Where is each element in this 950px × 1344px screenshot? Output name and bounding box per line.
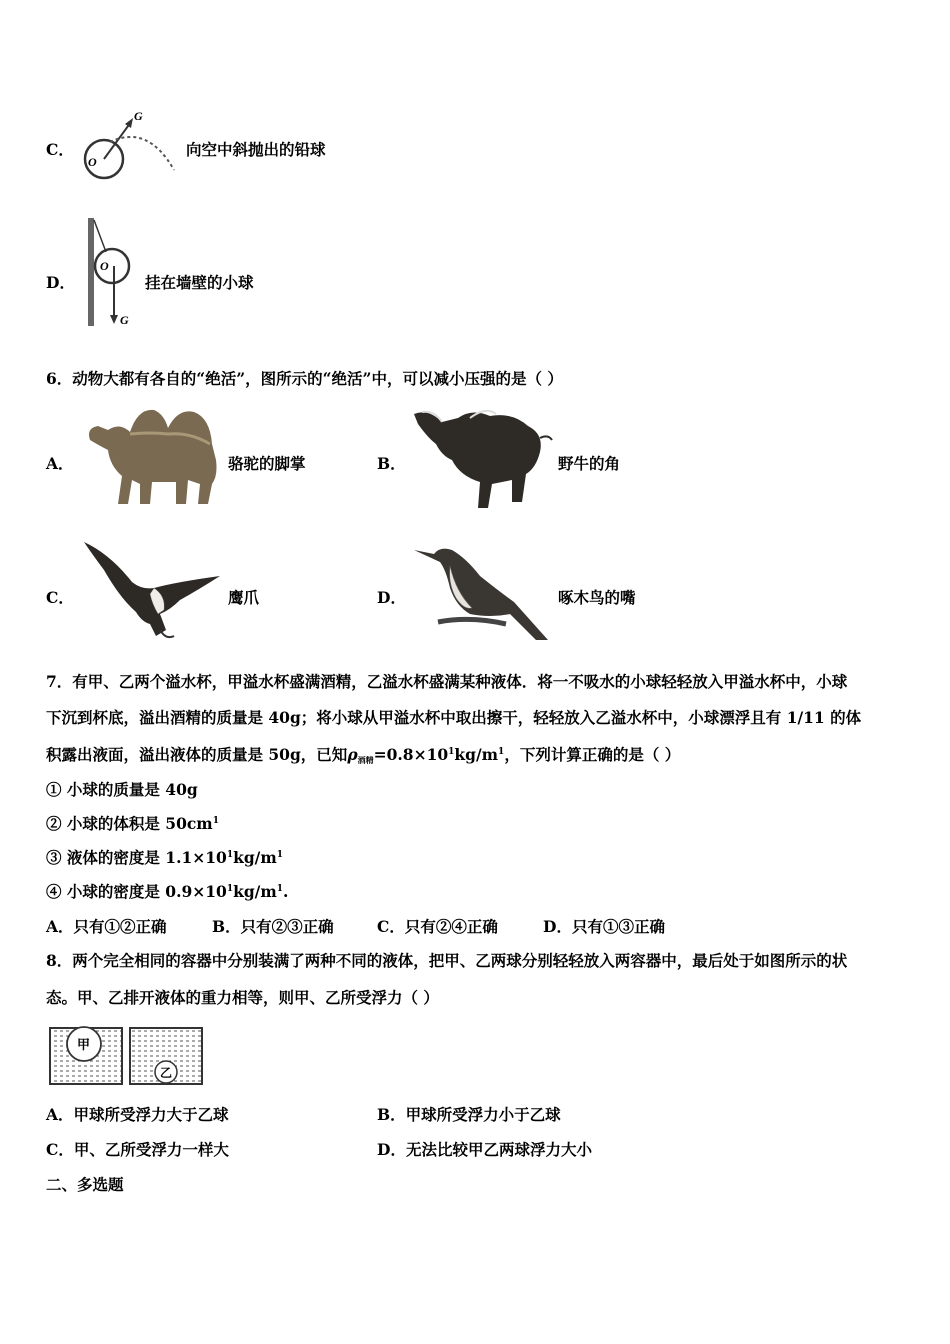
q5-option-d-letter: D． [46, 273, 75, 292]
statement-sup: 1 [226, 884, 234, 894]
q7-line-3 [46, 745, 680, 765]
q7-choice-a: A．只有①②正确 [46, 917, 167, 936]
rho-subscript: 酒精 [357, 755, 374, 765]
bison-image [408, 404, 554, 512]
q7-line-2: 下沉到杯底，溢出酒精的质量是 40g；将小球从甲溢水杯中取出擦干，轻轻放入乙溢水杯中，小球漂浮且有 1/11 的体 [46, 708, 862, 727]
q7-line-3-pre: 积露出液面，溢出液体的质量是 50g，已知 [46, 745, 348, 764]
statement-unit-sup: 1 [276, 884, 283, 894]
gravity-label: G [134, 109, 143, 123]
statement-sup: 1 [212, 816, 219, 826]
statement-text: ② 小球的体积是 50cm [46, 814, 213, 833]
q8-option-b: B．甲球所受浮力小于乙球 [377, 1105, 561, 1124]
statement-unit: kg/m [233, 848, 277, 867]
q5-option-d-text: 挂在墙壁的小球 [145, 273, 254, 292]
gravity-label: G [120, 313, 129, 327]
q6-option-d-letter: D． [377, 588, 406, 607]
q7-unit: kg/m [454, 745, 499, 764]
origin-label: O [88, 155, 97, 169]
q7-choice-c: C．只有②④正确 [377, 917, 498, 936]
statement-text: ③ 液体的密度是 1.1×10 [46, 848, 227, 867]
q8-option-a: A．甲球所受浮力大于乙球 [46, 1105, 229, 1124]
q7-exponent: 1 [448, 747, 455, 757]
statement-unit: kg/m [233, 882, 277, 901]
eagle-image [80, 536, 224, 644]
rho-symbol: ρ [347, 745, 358, 764]
q6-stem: 6．动物大都有各自的“绝活”，图所示的“绝活”中，可以减小压强的是（ ） [46, 369, 563, 388]
statement-unit-sup: 1 [276, 850, 283, 860]
q8-option-c: C．甲、乙所受浮力一样大 [46, 1140, 229, 1159]
origin-label: O [100, 259, 109, 273]
q6-option-b-text: 野牛的角 [558, 454, 621, 473]
q7-line-1: 7．有甲、乙两个溢水杯，甲溢水杯盛满酒精，乙溢水杯盛满某种液体．将一不吸水的小球轻轻放入甲溢水杯中，小球 [46, 672, 848, 691]
q7-line-3-post: ，下列计算正确的是（ ） [504, 745, 681, 764]
q6-option-c-text: 鹰爪 [228, 588, 260, 607]
q6-option-b-letter: B． [377, 454, 406, 473]
q7-unit-exponent: 1 [498, 747, 505, 757]
q5-option-c-text: 向空中斜抛出的铅球 [186, 140, 326, 159]
section-2-title: 二、多选题 [46, 1175, 124, 1194]
q8-line-2: 态。甲、乙排开液体的重力相等，则甲、乙所受浮力（ ） [46, 988, 439, 1007]
q8-line-1: 8．两个完全相同的容器中分别装满了两种不同的液体，把甲、乙两球分别轻轻放入两容器中，最后处于如图所示的状 [46, 951, 848, 970]
q8-option-d: D．无法比较甲乙两球浮力大小 [377, 1140, 592, 1159]
q5-option-c-letter: C． [46, 140, 74, 159]
q7-statement-3 [46, 848, 283, 868]
statement-text: ① 小球的质量是 40g [46, 780, 198, 799]
camel-image [80, 404, 225, 512]
q7-choice-b: B．只有②③正确 [212, 917, 334, 936]
q6-option-c-letter: C． [46, 588, 74, 607]
q7-statement-4 [46, 882, 288, 902]
ball-yi-label: 乙 [160, 1066, 173, 1080]
q7-choice-d: D．只有①③正确 [543, 917, 665, 936]
hanging-ball-diagram [84, 216, 140, 330]
statement-sup: 1 [226, 850, 234, 860]
q7-statement-2 [46, 814, 219, 834]
ball-jia-label: 甲 [77, 1038, 91, 1053]
thrown-shot-put-diagram [78, 104, 182, 186]
q7-line-3-value: =0.8×10 [373, 745, 449, 764]
statement-end: . [283, 882, 289, 901]
q6-option-d-text: 啄木鸟的嘴 [558, 588, 636, 607]
q6-option-a-text: 骆驼的脚掌 [228, 454, 306, 473]
containers-diagram [48, 1024, 208, 1088]
statement-text: ④ 小球的密度是 0.9×10 [46, 882, 227, 901]
q6-option-a-letter: A． [46, 454, 74, 473]
woodpecker-image [410, 536, 556, 644]
q7-statement-1 [46, 780, 198, 800]
